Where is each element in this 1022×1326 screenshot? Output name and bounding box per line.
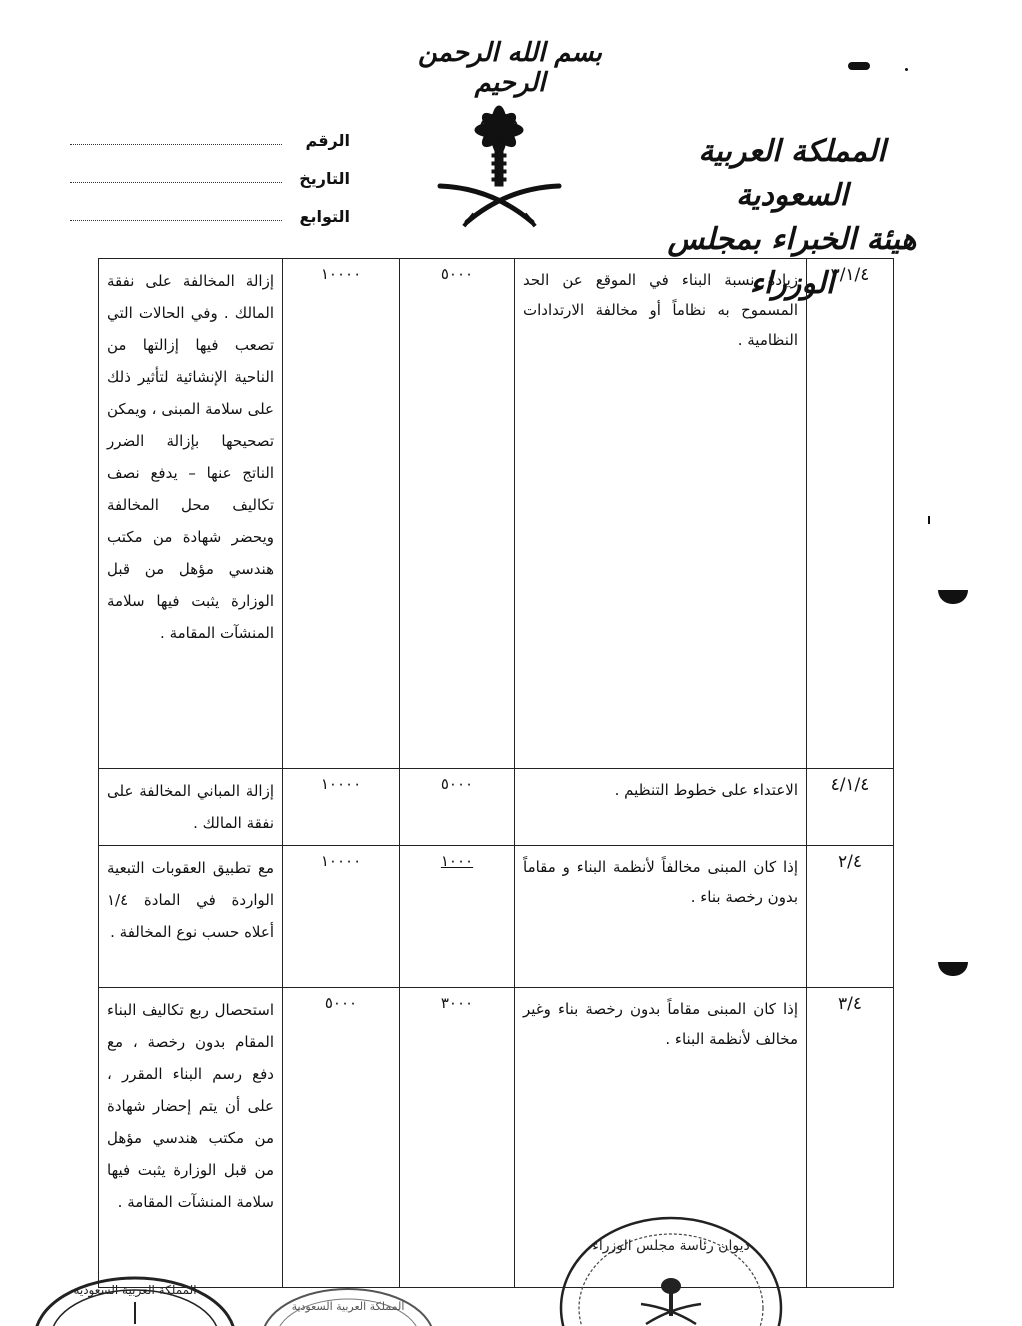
palm-swords-emblem	[432, 100, 567, 232]
article-number: ٣/١/٤	[807, 259, 894, 769]
margin-mark	[938, 962, 968, 976]
kingdom-name: المملكة العربية السعودية	[698, 134, 886, 213]
violation-description: زيادة نسبة البناء في الموقع عن الحد المسموح به نظاماً أو مخالفة الارتدادات النظامية .	[515, 259, 807, 769]
attachments-row	[70, 188, 350, 226]
reference-number-line	[70, 144, 282, 145]
attachments-line	[70, 220, 282, 221]
additional-penalty: إزالة المباني المخالفة على نفقة المالك .	[99, 769, 283, 846]
attachments-label: التوابع	[299, 207, 350, 226]
violation-description: إذا كان المبنى مقاماً بدون رخصة بناء وغير مخالف لأنظمة البناء .	[515, 988, 807, 1288]
ink-speck	[928, 516, 930, 524]
maximum-fine: ١٠٠٠٠	[283, 846, 400, 988]
date-line	[70, 182, 282, 183]
table-row	[99, 769, 894, 846]
maximum-fine: ١٠٠٠٠	[283, 769, 400, 846]
seal-center-text: المملكة العربية السعودية	[291, 1300, 405, 1313]
margin-mark	[938, 590, 968, 604]
official-seal-right	[556, 1208, 786, 1326]
maximum-fine: ١٠٠٠٠	[283, 259, 400, 769]
article-number: ٣/٤	[807, 988, 894, 1288]
additional-penalty: استحصال ربع تكاليف البناء المقام بدون رخصة ، مع دفع رسم البناء المقرر ، على أن يتم إحضار شهادة من مكتب هندسي مؤهل من قبل الوزارة يثبت فيها سلامة المنشآت المقامة .	[99, 988, 283, 1288]
ink-speck	[905, 68, 908, 71]
maximum-fine: ٥٠٠٠	[283, 988, 400, 1288]
table-row	[99, 846, 894, 988]
seal-right-text: ديوان رئاسة مجلس الوزراء	[592, 1238, 750, 1254]
minimum-fine: ٣٠٠٠	[400, 988, 515, 1288]
table-row	[99, 259, 894, 769]
minimum-fine: ٥٠٠٠	[400, 259, 515, 769]
date-label: التاريخ	[299, 169, 350, 188]
official-seal-left	[30, 1268, 240, 1326]
minimum-fine: ١٠٠٠	[400, 846, 515, 988]
additional-penalty: إزالة المخالفة على نفقة المالك . وفي الحالات التي تصعب فيها إزالتها من الناحية الإنشائية لتأثير ذلك على سلامة المبنى ، ويمكن تصحيحها بإزالة الضرر الناتج عنها – يدفع نصف تكاليف محل المخالفة ويحضر شهادة من مكتب هندسي مؤهل من قبل الوزارة يثبت فيها سلامة المنشآت المقامة .	[99, 259, 283, 769]
violation-description: إذا كان المبنى مخالفاً لأنظمة البناء و مقاماً بدون رخصة بناء .	[515, 846, 807, 988]
basmala: بسم الله الرحمن الرحيم	[418, 38, 602, 98]
date-row	[70, 150, 350, 188]
article-number: ٢/٤	[807, 846, 894, 988]
reference-number-row	[70, 112, 350, 150]
ink-speck	[848, 62, 870, 70]
reference-number-label: الرقم	[305, 131, 350, 150]
additional-penalty: مع تطبيق العقوبات التبعية الواردة في المادة ١/٤ أعلاه حسب نوع المخالفة .	[99, 846, 283, 988]
minimum-fine: ٥٠٠٠	[400, 769, 515, 846]
authority-name: هيئة الخبراء بمجلس الوزراء	[667, 222, 917, 301]
official-seal-center	[258, 1284, 438, 1326]
seal-left-text: المملكة العربية السعودية	[73, 1283, 197, 1297]
violations-table	[98, 258, 894, 1288]
article-number: ٤/١/٤	[807, 769, 894, 846]
reference-fields	[70, 112, 350, 226]
violation-description: الاعتداء على خطوط التنظيم .	[515, 769, 807, 846]
